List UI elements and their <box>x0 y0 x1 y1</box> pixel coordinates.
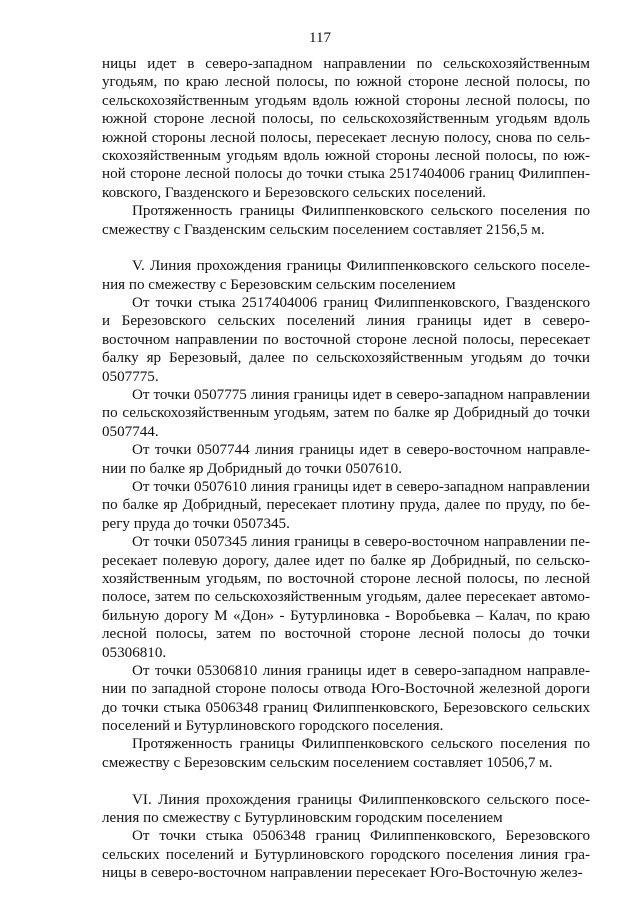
text-line: сельских поселений и Бутурлиновского городского поселения линия гра- <box>102 846 590 863</box>
text-line: V. Линия прохождения границы Филиппенковского сельского поселе- <box>132 258 590 275</box>
paragraph <box>102 294 590 386</box>
text-line: лесной полосы, затем по восточной стороне лесной полосы до точки <box>102 626 590 643</box>
text-line: Протяженность границы Филиппенковского сельского поселения по <box>132 203 590 220</box>
text-line: От точки 0507744 линия границы идет в северо-восточном направле- <box>132 442 590 459</box>
paragraph <box>102 735 590 772</box>
text-line: смежеству с Березовским сельским поселением составляет 10506,7 м. <box>102 754 553 771</box>
paragraph <box>102 202 590 239</box>
text-line: скохозяйственным угодьям вдоль южной стороны лесной полосы, по юж- <box>102 147 590 164</box>
text-line: 0507775. <box>102 368 159 385</box>
section-spacer <box>102 239 590 257</box>
text-line: регу пруда до точки 0507345. <box>102 515 290 532</box>
page-number: 117 <box>309 30 331 46</box>
text-line: поселений и Бутурлиновского городского поселения. <box>102 718 444 735</box>
text-line: ницы идет в северо-западном направлении по сельскохозяйственным <box>102 56 590 72</box>
text-line: южной стороны лесной полосы, пересекает лесную полосу, снова по сель- <box>102 129 590 146</box>
text-line: ления по смежеству с Бутурлиновским городским поселением <box>102 810 503 827</box>
text-line: по сельскохозяйственным угодьям, затем по балке яр Добридный до точки <box>102 405 590 422</box>
text-line: От точки 0507775 линия границы идет в северо-западном направлении <box>132 387 590 404</box>
text-line: нии по западной стороне полосы отвода Юго-Восточной железной дороги <box>102 681 590 698</box>
paragraph <box>102 257 590 294</box>
text-line: до точки стыка 0506348 границ Филиппенковского, Березовского сельских <box>102 699 590 716</box>
text-line: нии по балке яр Добридный до точки 0507610. <box>102 460 402 477</box>
text-line: угодьям, по краю лесной полосы, по южной стороне лесной полосы, по <box>102 74 590 91</box>
text-line: балку яр Березовый, далее по сельскохозяйственным угодьям до точки <box>102 350 590 367</box>
text-line: ресекает полевую дорогу, далее идет по балке яр Добридный, по сельско- <box>102 552 590 569</box>
text-line: От точки 0507345 линия границы в северо-восточном направлении пе- <box>132 534 590 551</box>
text-line: ния по смежеству с Березовским сельским поселением <box>102 276 456 293</box>
text-line: хозяйственным угодьям, по восточной стороне лесной полосы, по лесной <box>102 570 590 587</box>
text-line: смежеству с Гвазденским сельским поселением составляет 2156,5 м. <box>102 221 545 238</box>
paragraph <box>102 478 590 533</box>
text-line: бильную дорогу М «Дон» - Бутурлиновка - Воробьевка – Калач, по краю <box>102 607 590 624</box>
text-line: От точки стыка 2517404006 границ Филиппенковского, Гвазденского <box>132 295 590 312</box>
text-line: 05306810. <box>102 644 167 661</box>
paragraph <box>102 386 590 441</box>
text-line: От точки 0507610 линия границы идет в северо-западном направлении <box>132 478 590 495</box>
paragraph <box>102 441 590 478</box>
text-line: От точки стыка 0506348 границ Филиппенковского, Березовского <box>132 828 590 845</box>
section-spacer <box>102 772 590 790</box>
text-line: ной стороне лесной полосы до точки стыка 2517404006 границ Филиппен- <box>102 166 590 183</box>
text-line: 0507744. <box>102 423 159 440</box>
text-line: полосе, затем по сельскохозяйственным угодьям, далее пересекает автомо- <box>102 589 590 606</box>
text-line: восточном направлении по восточной стороне лесной полосы, пересекает <box>102 331 590 348</box>
text-line: От точки 05306810 линия границы идет в северо-западном направле- <box>132 662 590 679</box>
paragraph <box>102 55 590 202</box>
text-line: ницы в северо-восточном направлении пересекает Юго-Восточную желез- <box>102 865 583 882</box>
text-line: по балке яр Добридный, пересекает плотину пруда, далее по пруду, по бе- <box>102 497 590 514</box>
paragraph <box>102 533 590 662</box>
paragraph <box>102 662 590 736</box>
document-body <box>102 55 590 883</box>
text-line: и Березовского сельских поселений линия границы идет в северо- <box>102 313 590 330</box>
text-line: южной стороне лесной полосы, по сельскохозяйственным угодьям вдоль <box>102 111 590 128</box>
paragraph <box>102 791 590 828</box>
paragraph <box>102 827 590 882</box>
text-line: VI. Линия прохождения границы Филиппенковского сельского посе- <box>132 791 590 808</box>
text-line: ковского, Гвазденского и Березовского сельских поселений. <box>102 184 487 201</box>
text-line: сельскохозяйственным угодьям вдоль южной стороны лесной полосы, по <box>102 92 590 109</box>
text-line: Протяженность границы Филиппенковского сельского поселения по <box>132 736 590 753</box>
